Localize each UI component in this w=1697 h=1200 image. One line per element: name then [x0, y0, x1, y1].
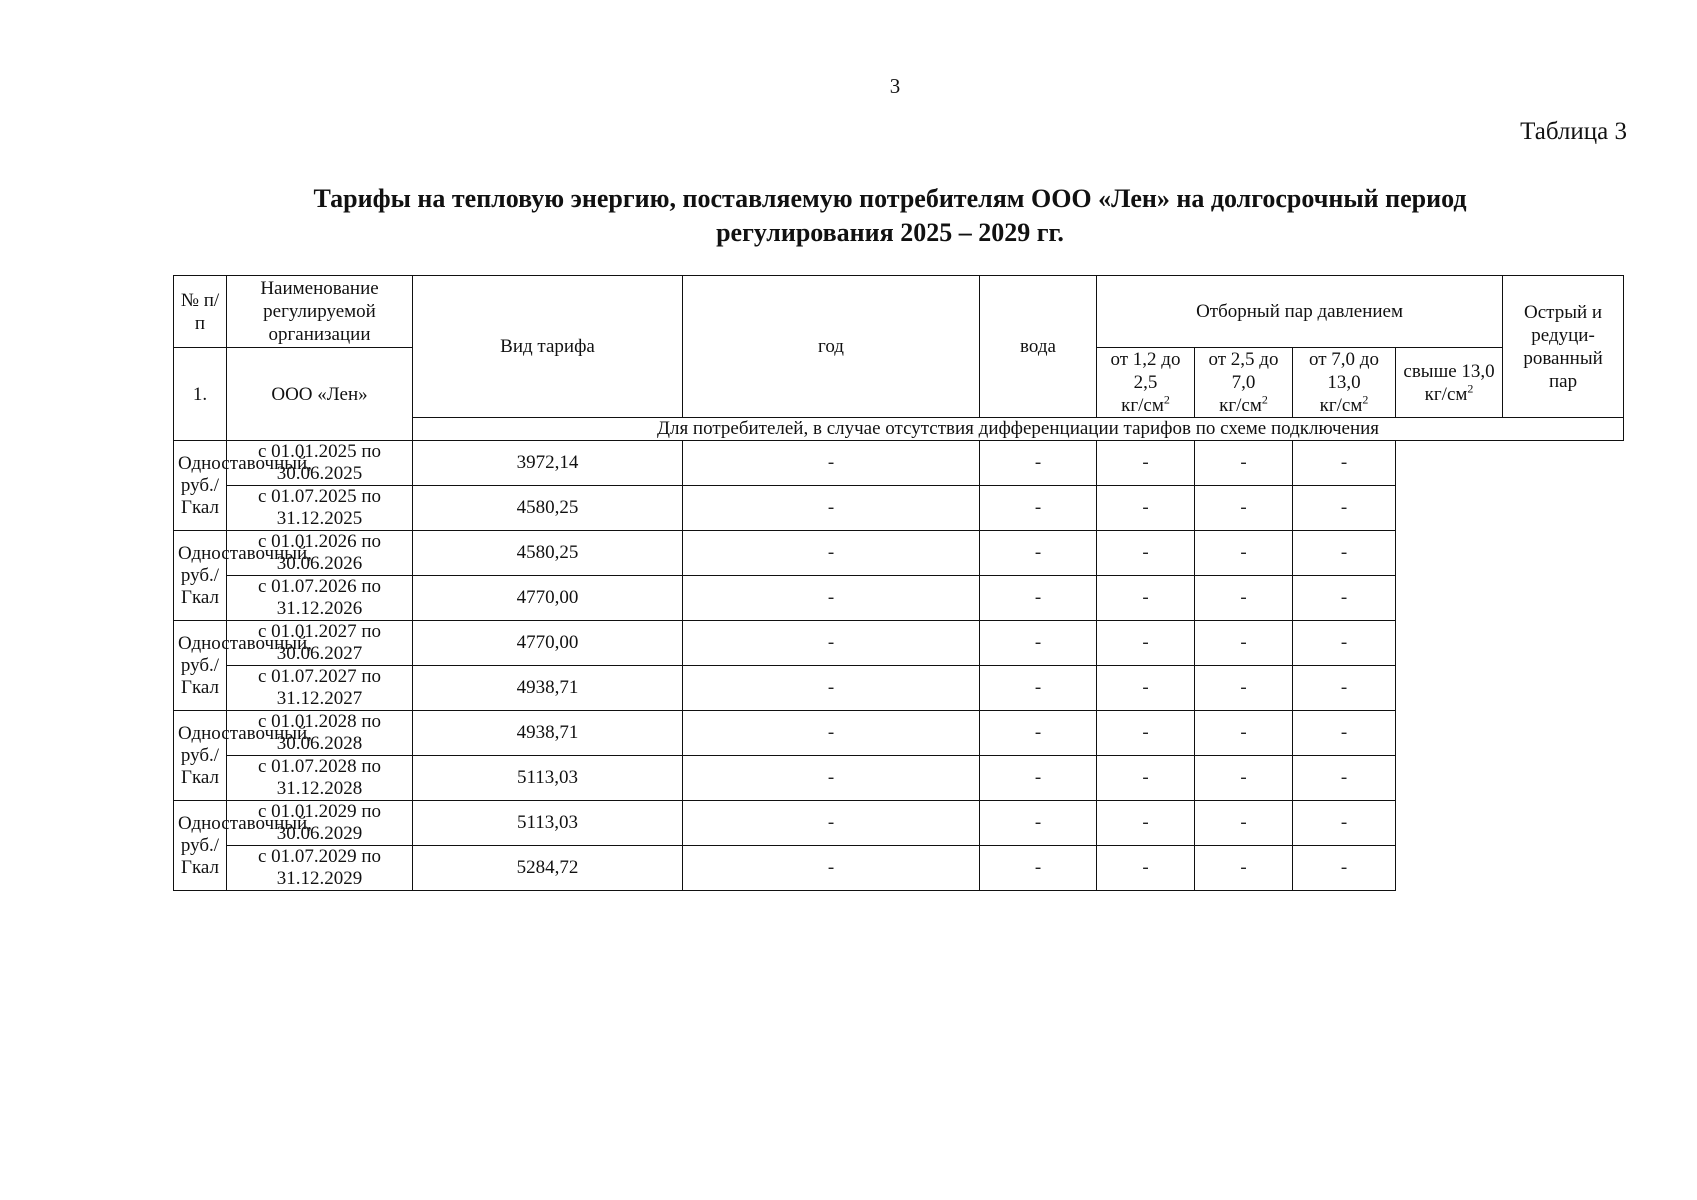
steam-4-cell: - [1195, 441, 1293, 486]
header-steam-4 [1396, 348, 1503, 418]
header-org: Наименование регулируемой организации [227, 276, 413, 348]
steam-4-cell: - [1195, 531, 1293, 576]
steam-4-cell: - [1195, 666, 1293, 711]
water-cell: 4938,71 [413, 711, 683, 756]
steam-4-cell: - [1195, 621, 1293, 666]
steam-3-cell: - [1097, 846, 1195, 891]
table-row [174, 666, 1624, 711]
steam-4-unit: кг/см [1424, 383, 1468, 405]
steam-1-cell: - [683, 801, 980, 846]
table-row [174, 486, 1624, 531]
steam-3-cell: - [1097, 756, 1195, 801]
sharp-steam-cell: - [1293, 621, 1396, 666]
tariff-type-cell: Одноставочный, руб./Гкал [174, 621, 227, 711]
header-water: вода [980, 276, 1097, 418]
tariff-type-cell: Одноставочный, руб./Гкал [174, 441, 227, 531]
steam-1-cell: - [683, 756, 980, 801]
steam-2-cell: - [980, 531, 1097, 576]
period-cell: с 01.01.2028 по 30.06.2028 [227, 711, 413, 756]
tariff-type-cell: Одноставочный, руб./Гкал [174, 711, 227, 801]
steam-3-cell: - [1097, 576, 1195, 621]
sharp-steam-cell: - [1293, 666, 1396, 711]
table-label: Таблица 3 [1520, 118, 1627, 145]
steam-4-cell: - [1195, 711, 1293, 756]
water-cell: 4770,00 [413, 576, 683, 621]
steam-3-cell: - [1097, 486, 1195, 531]
sharp-steam-cell: - [1293, 486, 1396, 531]
period-cell: с 01.01.2026 по 30.06.2026 [227, 531, 413, 576]
water-cell: 5113,03 [413, 801, 683, 846]
steam-1-cell: - [683, 531, 980, 576]
steam-2-cell: - [980, 441, 1097, 486]
water-cell: 5284,72 [413, 846, 683, 891]
table-row [174, 756, 1624, 801]
header-steam-group: Отборный пар давлением [1097, 276, 1503, 348]
header-steam-2 [1195, 348, 1293, 418]
steam-1-cell: - [683, 621, 980, 666]
steam-2-cell: - [980, 621, 1097, 666]
page-number: 3 [889, 74, 901, 98]
steam-1-cell: - [683, 441, 980, 486]
water-cell: 3972,14 [413, 441, 683, 486]
steam-2-cell: - [980, 711, 1097, 756]
steam-3-unit: кг/см [1319, 395, 1363, 416]
steam-2-cell: - [980, 486, 1097, 531]
steam-3-cell: - [1097, 711, 1195, 756]
steam-1-cell: - [683, 711, 980, 756]
tariff-type-cell: Одноставочный, руб./Гкал [174, 801, 227, 891]
header-year: год [683, 276, 980, 418]
header-tariff-type: Вид тарифа [413, 276, 683, 418]
table-row [174, 801, 1624, 846]
steam-3-range: от 7,0 до 13,0 [1309, 349, 1379, 393]
steam-1-range: от 1,2 до 2,5 [1110, 349, 1181, 393]
steam-1-cell: - [683, 486, 980, 531]
period-cell: с 01.01.2027 по 30.06.2027 [227, 621, 413, 666]
steam-2-cell: - [980, 666, 1097, 711]
steam-2-cell: - [980, 801, 1097, 846]
table-row [174, 576, 1624, 621]
steam-3-cell: - [1097, 666, 1195, 711]
sharp-steam-cell: - [1293, 441, 1396, 486]
sharp-steam-cell: - [1293, 711, 1396, 756]
steam-1-cell: - [683, 846, 980, 891]
steam-3-cell: - [1097, 801, 1195, 846]
steam-4-cell: - [1195, 846, 1293, 891]
document-title [190, 182, 1590, 250]
steam-4-cell: - [1195, 756, 1293, 801]
steam-2-cell: - [980, 846, 1097, 891]
steam-2-unit-sup: 2 [1261, 392, 1268, 407]
sharp-steam-cell: - [1293, 756, 1396, 801]
steam-3-unit-sup: 2 [1362, 392, 1369, 407]
sharp-steam-cell: - [1293, 846, 1396, 891]
group-label: Для потребителей, в случае отсутствия дифференциации тарифов по схеме подключения [413, 418, 1624, 441]
steam-1-cell: - [683, 666, 980, 711]
period-cell: с 01.07.2026 по 31.12.2026 [227, 576, 413, 621]
steam-4-cell: - [1195, 486, 1293, 531]
steam-4-range: свыше 13,0 [1403, 360, 1495, 382]
period-cell: с 01.07.2029 по 31.12.2029 [227, 846, 413, 891]
table-row [174, 441, 1624, 486]
water-cell: 4580,25 [413, 531, 683, 576]
steam-1-unit-sup: 2 [1163, 392, 1170, 407]
steam-2-cell: - [980, 756, 1097, 801]
steam-3-cell: - [1097, 531, 1195, 576]
table-row [174, 621, 1624, 666]
tariff-type-cell: Одноставочный, руб./Гкал [174, 531, 227, 621]
period-cell: с 01.01.2029 по 30.06.2029 [227, 801, 413, 846]
steam-3-cell: - [1097, 621, 1195, 666]
steam-2-range: от 2,5 до 7,0 [1208, 349, 1279, 393]
table-row [174, 531, 1624, 576]
steam-4-cell: - [1195, 576, 1293, 621]
sharp-steam-cell: - [1293, 801, 1396, 846]
steam-2-unit: кг/см [1219, 395, 1262, 416]
title-line-1: Тарифы на тепловую энергию, поставляемую потребителям ООО «Лен» на долгосрочный период [313, 184, 1467, 213]
table-row [174, 711, 1624, 756]
water-cell: 5113,03 [413, 756, 683, 801]
period-cell: с 01.01.2025 по 30.06.2025 [227, 441, 413, 486]
period-cell: с 01.07.2025 по 31.12.2025 [227, 486, 413, 531]
steam-4-cell: - [1195, 801, 1293, 846]
sharp-steam-cell: - [1293, 531, 1396, 576]
row-number-cell: 1. [174, 348, 227, 441]
steam-3-cell: - [1097, 441, 1195, 486]
tariff-table [173, 275, 1624, 891]
table-row [174, 846, 1624, 891]
steam-1-unit: кг/см [1121, 395, 1164, 416]
header-num: № п/п [174, 276, 227, 348]
water-cell: 4580,25 [413, 486, 683, 531]
header-sharp-steam: Острый и редуци-рованный пар [1503, 276, 1624, 418]
period-cell: с 01.07.2027 по 31.12.2027 [227, 666, 413, 711]
water-cell: 4770,00 [413, 621, 683, 666]
water-cell: 4938,71 [413, 666, 683, 711]
header-steam-3 [1293, 348, 1396, 418]
header-steam-1 [1097, 348, 1195, 418]
steam-4-unit-sup: 2 [1467, 381, 1474, 396]
title-line-2: регулирования 2025 – 2029 гг. [716, 218, 1064, 247]
period-cell: с 01.07.2028 по 31.12.2028 [227, 756, 413, 801]
sharp-steam-cell: - [1293, 576, 1396, 621]
steam-1-cell: - [683, 576, 980, 621]
steam-2-cell: - [980, 576, 1097, 621]
org-name-cell: ООО «Лен» [227, 348, 413, 441]
